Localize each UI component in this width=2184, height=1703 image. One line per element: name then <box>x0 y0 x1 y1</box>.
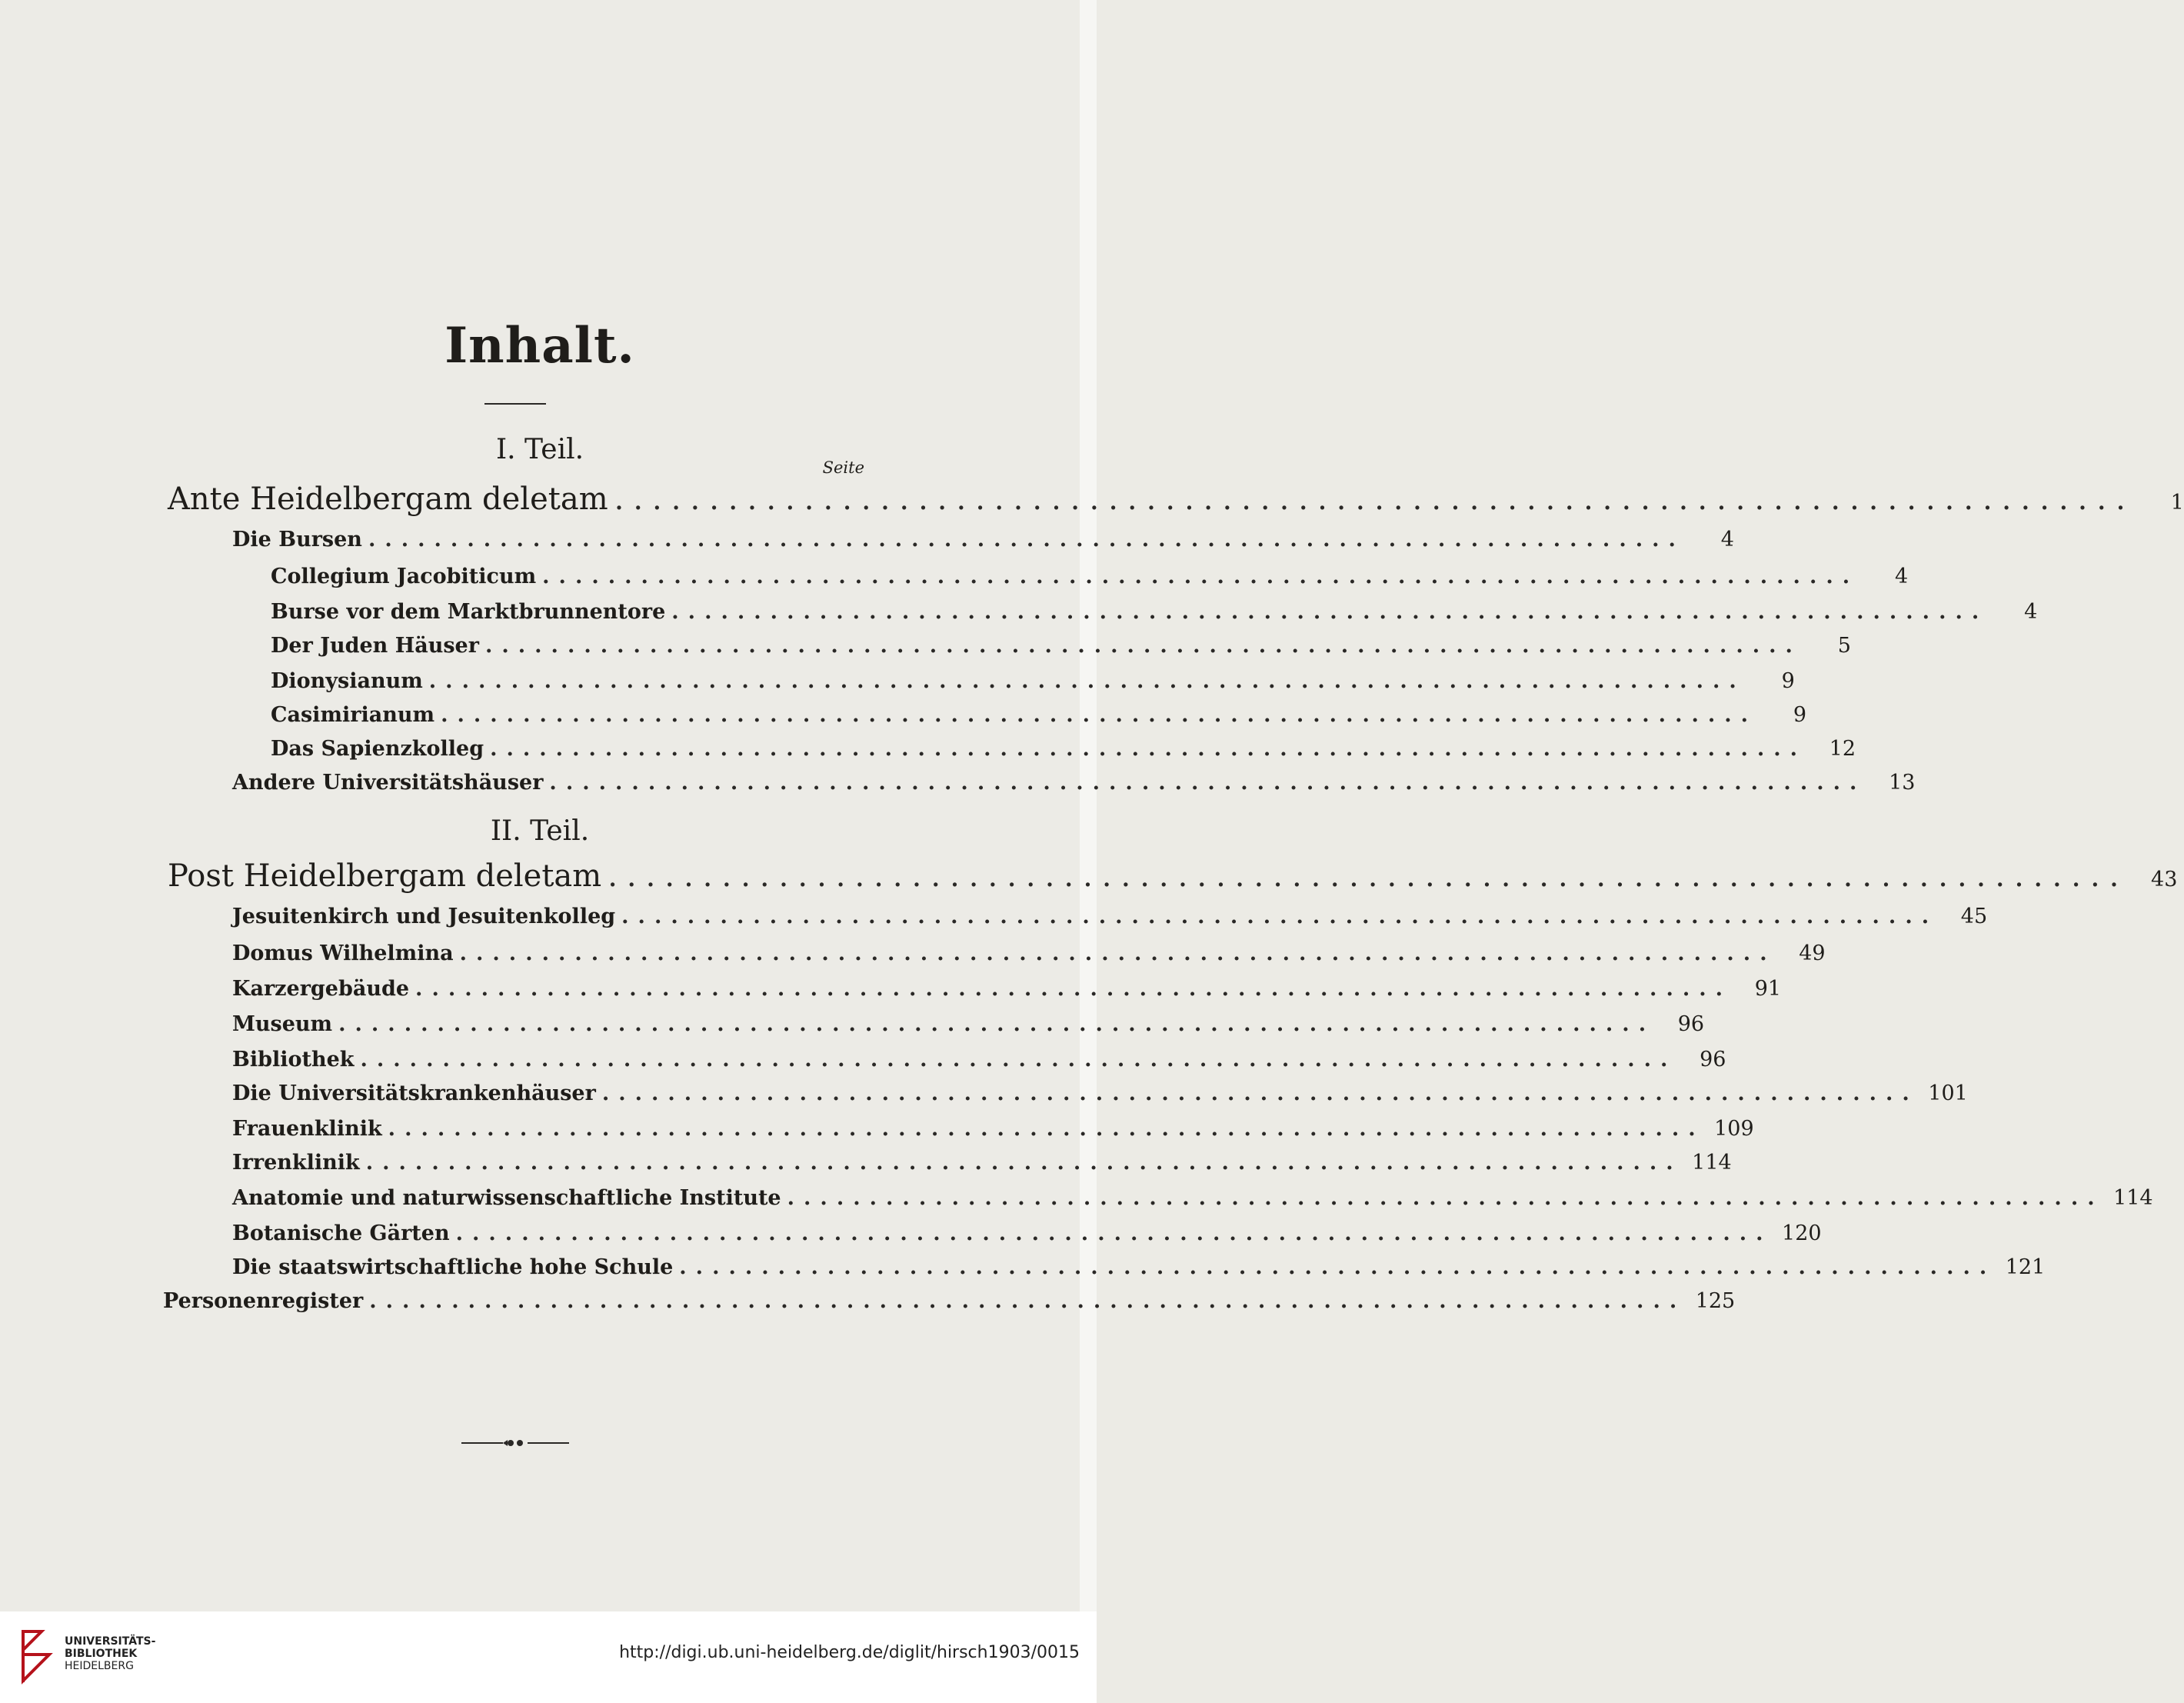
end-ornament <box>0 1428 1080 1458</box>
toc-entry-page: 45 <box>1960 905 1988 928</box>
toc-leader-dots: ................................................................................ <box>608 858 2129 894</box>
toc-leader-dots: ................................................................................ <box>484 634 1802 658</box>
toc-entry <box>232 1117 1754 1141</box>
toc-leader-dots: ................................................................................ <box>601 1081 1919 1105</box>
toc-entry-page: 101 <box>1928 1081 1968 1105</box>
toc-entry <box>232 528 1734 552</box>
toc-leader-dots: ................................................................................ <box>455 1221 1773 1245</box>
toc-entry-page: 4 <box>1894 565 1909 588</box>
toc-entry <box>232 1012 1705 1036</box>
toc-entry-label: Bibliothek <box>232 1048 355 1071</box>
toc-leader-dots: ................................................................................ <box>671 600 1989 624</box>
toc-entry <box>232 1048 1726 1071</box>
toc-entry <box>232 941 1826 965</box>
toc-leader-dots: ................................................................................ <box>459 941 1776 965</box>
toc-entry-page: 125 <box>1695 1289 1736 1313</box>
toc-entry-label: Irrenklinik <box>232 1151 360 1175</box>
toc-leader-dots: ................................................................................ <box>388 1117 1705 1141</box>
toc-entry-page: 120 <box>1782 1221 1822 1245</box>
library-line1: UNIVERSITÄTS- <box>65 1635 156 1648</box>
toc-leader-dots: ................................................................................ <box>360 1048 1677 1071</box>
toc-entry-page: 91 <box>1754 977 1782 1001</box>
toc-leader-dots: ................................................................................ <box>369 1289 1686 1313</box>
toc-entry <box>232 1255 2046 1279</box>
toc-entry <box>271 703 1807 727</box>
toc-entry <box>168 482 2184 517</box>
toc-entry-label: Frauenklinik <box>232 1117 382 1141</box>
toc-entry <box>271 737 1856 761</box>
library-line3: HEIDELBERG <box>65 1660 134 1672</box>
scanned-page <box>0 0 1080 1611</box>
toc-entry-page: 9 <box>1781 669 1795 693</box>
toc-leader-dots: ................................................................................ <box>368 528 1685 552</box>
toc-entry-label: Casimirianum <box>271 703 435 727</box>
toc-entry <box>271 634 1851 658</box>
toc-entry-page: 4 <box>2024 600 2038 624</box>
toc-entry-label: Museum <box>232 1012 333 1036</box>
toc-entry-page: 4 <box>1720 528 1734 552</box>
toc-entry-label: Karzergebäude <box>232 977 410 1001</box>
toc-leader-dots: ................................................................................ <box>787 1186 2104 1210</box>
toc-entry <box>232 771 1916 795</box>
toc-entry-label: Andere Universitätshäuser <box>232 771 544 795</box>
toc-entry-label: Jesuitenkirch und Jesuitenkolleg <box>232 905 616 928</box>
title-rule <box>484 403 546 405</box>
toc-leader-dots: ................................................................................ <box>679 1255 1996 1279</box>
toc-leader-dots: ................................................................................ <box>549 771 1866 795</box>
toc-entry <box>232 1186 2153 1210</box>
toc-entry <box>271 600 2038 624</box>
toc-leader-dots: ................................................................................ <box>621 905 1939 928</box>
toc-entry <box>163 1289 1736 1313</box>
toc-leader-dots: ................................................................................ <box>542 565 1859 588</box>
toc-entry <box>232 1081 1968 1105</box>
toc-entry-page: 96 <box>1677 1012 1705 1036</box>
page-edge <box>1080 0 1097 1611</box>
toc-leader-dots: ................................................................................ <box>614 482 2135 517</box>
toc-entry-page: 9 <box>1793 703 1807 727</box>
library-logo-icon <box>15 1628 60 1685</box>
toc-entry-page: 49 <box>1799 941 1826 965</box>
toc-entry-page: 114 <box>2113 1186 2153 1210</box>
toc-entry <box>232 977 1782 1001</box>
toc-entry-page: 1 <box>2170 491 2184 515</box>
toc-entry-label: Botanische Gärten <box>232 1221 450 1245</box>
toc-entry <box>232 1151 1732 1175</box>
toc-leader-dots: ................................................................................ <box>338 1012 1656 1036</box>
seite-label: Seite <box>822 458 864 477</box>
toc-entry-label: Das Sapienzkolleg <box>271 737 484 761</box>
toc-leader-dots: ................................................................................ <box>428 669 1746 693</box>
toc-entry-page: 12 <box>1829 737 1856 761</box>
toc-entry-label: Die Universitätskrankenhäuser <box>232 1081 596 1105</box>
toc-entry-label: Dionysianum <box>271 669 423 693</box>
toc-entry-page: 43 <box>2151 868 2178 891</box>
toc-entry-label: Anatomie und naturwissenschaftliche Institute <box>232 1186 781 1210</box>
toc-entry <box>232 1221 1822 1245</box>
toc-entry <box>168 858 2178 894</box>
toc-entry <box>271 669 1795 693</box>
library-name <box>65 1635 155 1672</box>
toc-entry-page: 121 <box>2005 1255 2046 1279</box>
toc-entry-label: Die Bursen <box>232 528 362 552</box>
toc-entry-label: Burse vor dem Marktbrunnentore <box>271 600 666 624</box>
toc-entry-page: 114 <box>1692 1151 1732 1175</box>
part1-heading: I. Teil. <box>495 434 584 465</box>
toc-leader-dots: ................................................................................ <box>490 737 1807 761</box>
part2-heading: II. Teil. <box>490 815 590 847</box>
page-title: Inhalt. <box>444 317 635 375</box>
toc-entry-label: Collegium Jacobiticum <box>271 565 537 588</box>
toc-entry-page: 109 <box>1714 1117 1754 1141</box>
toc-entry <box>271 565 1909 588</box>
footer-bar <box>0 1611 1097 1703</box>
toc-entry-label: Der Juden Häuser <box>271 634 479 658</box>
toc-entry-label: Domus Wilhelmina <box>232 941 454 965</box>
toc-entry-label: Die staatswirtschaftliche hohe Schule <box>232 1255 674 1279</box>
source-url[interactable]: http://digi.ub.uni-heidelberg.de/diglit/hirsch1903/0015 <box>619 1643 1080 1662</box>
toc-entry-page: 96 <box>1700 1048 1726 1071</box>
toc-entry-page: 13 <box>1889 771 1916 795</box>
toc-entry <box>232 905 1988 928</box>
toc-entry-label: Ante Heidelbergam deletam <box>168 482 608 517</box>
toc-entry-label: Personenregister <box>163 1289 364 1313</box>
toc-leader-dots: ................................................................................ <box>365 1151 1683 1175</box>
toc-leader-dots: ................................................................................ <box>415 977 1733 1001</box>
toc-entry-label: Post Heidelbergam deletam <box>168 858 602 894</box>
toc-entry-page: 5 <box>1837 634 1851 658</box>
toc-leader-dots: ................................................................................ <box>441 703 1758 727</box>
library-line2: BIBLIOTHEK <box>65 1648 138 1660</box>
